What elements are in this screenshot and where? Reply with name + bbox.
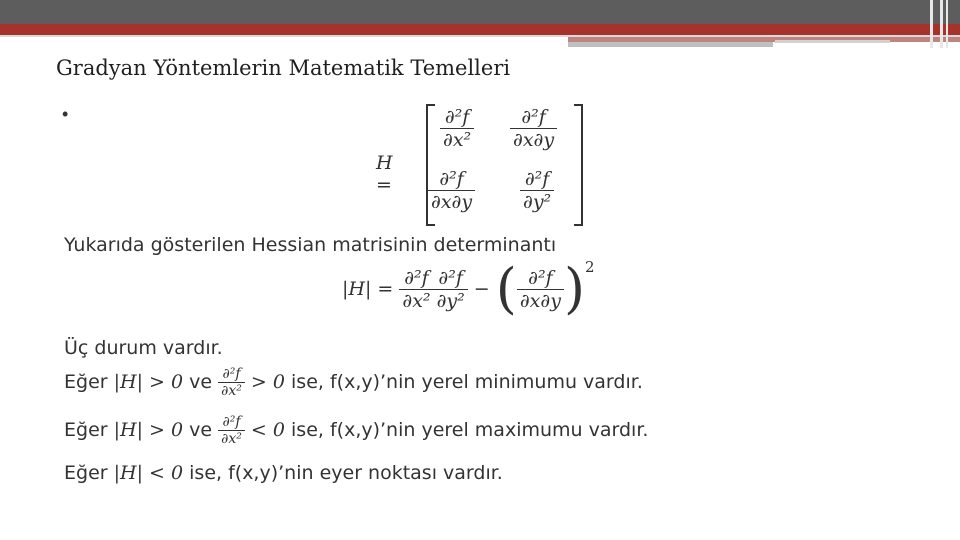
case-2-comparison: < 0 <box>250 419 285 441</box>
case-3-result: ise, f(x,y)’nin eyer noktası vardır. <box>189 462 503 484</box>
header-vertical-bar <box>930 0 933 48</box>
case-2-line: Eğer |H| > 0 ve $\frac{\text{∂²f}}{\text{∂x²}}$ < 0 ise, f(x,y)’nin yerel maximumu vardır. <box>64 414 649 447</box>
matrix-cell-12: $\frac{\text{∂²f}}{\partial x\partial y}$ <box>510 106 557 151</box>
bullet-marker: • <box>62 104 69 124</box>
matrix-cell-11: $\frac{\text{∂²f}}{\text{∂x²}}$ <box>440 106 474 151</box>
header-accent-rule-short <box>775 40 890 43</box>
determinant-fraction-1: $\frac{\text{∂²f}}{\text{∂x²}}$ <box>399 267 433 312</box>
case-1-fraction: $\frac{\text{∂²f}}{\text{∂x²}}$ <box>218 366 245 399</box>
case-1-comparison: > 0 <box>250 371 285 393</box>
header-red-band <box>0 24 960 35</box>
matrix-cell-21: $\frac{\text{∂²f}}{\partial x\partial y}$ <box>428 168 475 213</box>
case-1-result: ise, f(x,y)’nin yerel minimumu vardır. <box>291 371 643 393</box>
case-3-line: Eğer |H| < 0 ise, f(x,y)’nin eyer noktası vardır. <box>64 462 503 484</box>
right-bracket <box>574 104 583 226</box>
header-vertical-bar <box>946 0 948 48</box>
exponent: 2 <box>585 258 595 276</box>
case-2-fraction: $\frac{\text{∂²f}}{\text{∂x²}}$ <box>218 414 245 447</box>
case-2-result: ise, f(x,y)’nin yerel maximumu vardır. <box>291 419 649 441</box>
cases-intro-text: Üç durum vardır. <box>64 337 223 359</box>
minus-sign: − <box>473 278 490 300</box>
header-accent-rule-grey <box>568 42 773 47</box>
determinant-intro-text: Yukarıda gösterilen Hessian matrisinin determinantı <box>64 234 557 256</box>
determinant-lhs: |H| = <box>342 278 394 300</box>
header-decoration <box>0 0 960 48</box>
slide-title: Gradyan Yöntemlerin Matematik Temelleri <box>56 56 511 80</box>
determinant-fraction-3: $\frac{\text{∂²f}}{\partial x\partial y}$ <box>517 267 564 312</box>
header-vertical-bar <box>940 0 943 48</box>
determinant-formula <box>342 257 595 320</box>
right-paren: ) <box>563 257 586 320</box>
header-grey-band <box>0 0 960 24</box>
case-3-condition: |H| < 0 <box>113 462 184 484</box>
matrix-cell-22: $\frac{\text{∂²f}}{\text{∂y²}}$ <box>520 168 554 213</box>
case-1-line: Eğer |H| > 0 ve $\frac{\text{∂²f}}{\text{∂x²}}$ > 0 ise, f(x,y)’nin yerel minimumu vardır. <box>64 366 643 399</box>
determinant-fraction-2: $\frac{\text{∂²f}}{\text{∂y²}}$ <box>434 267 468 312</box>
hessian-lhs: H = <box>376 152 393 196</box>
left-paren: ( <box>495 257 517 320</box>
case-1-condition: |H| > 0 <box>113 371 184 393</box>
case-2-condition: |H| > 0 <box>113 419 184 441</box>
